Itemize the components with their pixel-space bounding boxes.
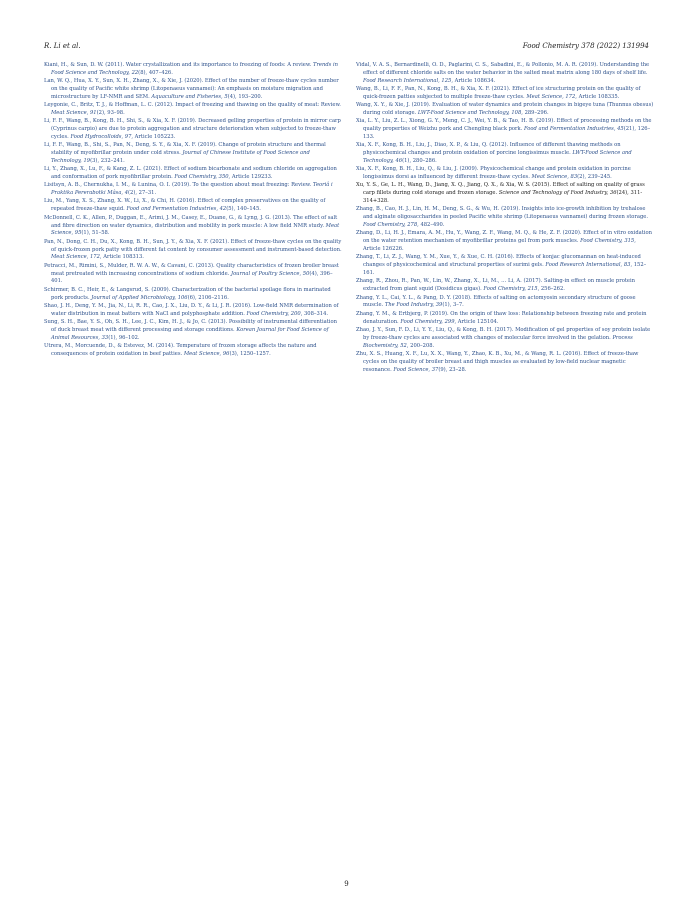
reference-source: Food and Fermentation Industries, 42 (126, 206, 227, 213)
reference-pages: (2), 93–98. (96, 110, 125, 117)
reference-entry[interactable] (44, 142, 342, 166)
reference-entry[interactable] (356, 206, 654, 230)
reference-entry[interactable] (44, 303, 342, 319)
reference-entry[interactable] (356, 254, 654, 278)
reference-source: Meat Science, 83 (531, 174, 578, 181)
reference-source: Food Chemistry, 215 (483, 286, 538, 293)
reference-source: Science and Technology of Food Industry, 36 (498, 190, 617, 197)
reference-source: Food Hydrocolloids, 97 (70, 134, 132, 141)
reference-entry[interactable] (356, 118, 654, 142)
reference-pages: , 482–490. (417, 222, 445, 229)
reference-source: Food Chemistry, 315 (580, 238, 635, 245)
reference-pages: , Article 125104. (454, 318, 499, 325)
reference-text: Zhang, Y. M., & Ertbjerg, P. (2019). On the origin of thaw loss: Relationship between freezing rate and protein denaturation. (356, 310, 647, 325)
reference-entry[interactable] (44, 102, 342, 118)
reference-entry[interactable] (356, 102, 654, 118)
reference-text: Utrera, M., Morcuende, D., & Estevez, M. (2014). Temperature of frozen storage affects the nature and consequences of protein oxidation in beef patties. (44, 342, 317, 357)
reference-entry[interactable] (44, 62, 342, 78)
reference-source: Food Chemistry, 278 (363, 222, 418, 229)
reference-text: Lan, W. Q., Hua, X. Y., Sun, X. H., Zhang, X., & Xie, J. (2020). Effect of the number of freeze-thaw cycles number on the quality of Pacific white shrimp (Litopenaeus vannamei): An emphasis on moisture migration and microstructure by LF-NMR and SEM. (44, 78, 339, 100)
reference-entry[interactable] (44, 78, 342, 102)
reference-source: Aquaculture and Fisheries, 5 (151, 93, 228, 100)
reference-entry[interactable] (356, 351, 654, 375)
reference-source: Food Chemistry, 350 (174, 174, 229, 181)
reference-text: Zhang, B., Cao, H. J., Lin, H. M., Deng, S. G., & Wu, H. (2019). Insights into ice-growth inhibition by trehalose and alginate oligosaccharides in peeled Pacific white shrimp (Litopenaeus vannamei) during frozen storage. (356, 206, 649, 221)
reference-source: Korean Journal for Food Science of Animal Resources, 33 (51, 326, 329, 341)
reference-entry[interactable] (356, 182, 654, 206)
reference-source: Journal of Chinese Institute of Food Science and Technology, 19 (51, 150, 310, 165)
reference-pages: (4), 396–401. (51, 270, 333, 285)
reference-text: Zhao, J. Y., Sun, F. D., Li, Y. Y., Liu, Q., & Kong, B. H. (2017). Modification of gel properties of soy protein isolate by freeze-thaw cycles are associated with changes of molecular force involved in the gelation. (356, 326, 651, 341)
reference-text: Lisitsyn, A. B., Chernukha, I. M., & Lunina, O. I. (2019). To the question about meat freezing: Review. (44, 182, 312, 189)
page-number: 9 (344, 880, 349, 888)
running-head-authors: R. Li et al. (44, 42, 81, 50)
reference-text: Li, F. F., Wang, B., Shi, S., Pan, N., Deng, S. Y., & Xia, X. F. (2019). Change of protein structure and thermal stability of myofibrillar protein under cold stress. (44, 142, 326, 157)
reference-text: Liu, M., Yang, X. S., Zhang, X. W., Li, X., & Chi, H. (2016). Effect of complex preservatives on the quality of repeated freeze-thaw squid. (44, 198, 326, 213)
reference-pages: (2), 239–245. (577, 174, 612, 181)
reference-text: Schirmer, B. C., Heir, E., & Langsrud, S. (2009). Characterization of the bacterial spoilage flora in marinated pork products. (44, 286, 331, 301)
reference-entry[interactable] (44, 287, 342, 303)
reference-source: Food Science, 37 (393, 366, 439, 373)
reference-pages: (2), 27–31. (128, 190, 157, 197)
reference-source: Meat Science, 172 (51, 254, 100, 261)
references-right-column (356, 62, 654, 375)
reference-text: Li, Y., Zhang, X., Lu, F., & Kang, Z. L. (2021). Effect of sodium bicarbonate and sodium chloride on aggregation and conformation of pork myofibrillar protein. (44, 166, 337, 181)
reference-entry[interactable] (44, 198, 342, 214)
reference-pages: (3), 1250–1257. (229, 350, 271, 357)
reference-pages: (1), 280–286. (402, 158, 437, 165)
reference-entry[interactable] (356, 86, 654, 102)
reference-text: Xu, Y. S., Ge, L. H., Wang, D., Jiang, X. Q., Jiang, Q. X., & Xia, W. S. (2015). Effect of salting on quality of grass carp fillets during cold storage and frozen storage. (356, 182, 645, 197)
reference-pages: , Article 105223. (131, 134, 176, 141)
reference-text: Xia, X. F., Kong, B. H., Liu, J., Diao, X. P., & Liu, Q. (2012). Influence of different thawing methods on physicochemical changes and protein oxidation of porcine longissimus muscle. (356, 142, 621, 157)
reference-text: Kiani, H., & Sun, D. W. (2011). Water crystallization and its importance to freezing of foods: A review. (44, 62, 312, 68)
reference-pages: (6), 2106–2116. (187, 294, 229, 301)
reference-source: Journal of Applied Microbiology, 106 (91, 294, 188, 301)
reference-source: Journal of Poultry Science, 50 (230, 270, 310, 277)
reference-pages: (1), 51–58. (81, 230, 110, 237)
reference-entry[interactable] (44, 319, 342, 343)
reference-pages: , Article 129233. (228, 174, 273, 181)
reference-text: Petracci, M., Rimini, S., Mulder, R. W. A. W., & Cavani, C. (2013). Quality characteristics of frozen broiler breast meat pretreated with increasing concentrations of sodium chloride. (44, 262, 339, 277)
reference-text: Vidal, V. A. S., Bernardinelli, O. D., Paglarini, C. S., Sabadini, E., & Pollonio, M. A. R. (2019). Understanding the effect of different chloride salts on the water behavior in the salted meat matrix along 180 days of shelf life. (356, 62, 650, 76)
reference-text: Sung, S. H., Bae, Y. S., Oh, S. H., Lee, J. C., Kim, H. J., & Jo, C. (2013). Possibility of instrumental differentiation of duck breast meat with different processing and storage conditions. (44, 318, 337, 333)
reference-text: Li, F. F., Wang, B., Kong, B. H., Shi, S., & Xia, X. F. (2019). Decreased gelling properties of protein in mirror carp (Cyprinus carpio) are due to protein aggregation and structure deterioration when subjected to freeze-thaw cycles. (44, 118, 341, 141)
reference-pages: (21), 126–133. (363, 126, 651, 141)
reference-entry[interactable] (44, 166, 342, 182)
references-left-column (44, 62, 342, 359)
reference-entry[interactable] (44, 263, 342, 287)
reference-pages: , 152–161. (363, 262, 647, 277)
reference-text: Zhang, T., Li, Z. J., Wang, Y. M., Xue, Y., & Xue, C. H. (2016). Effects of konjac glucomannan on heat-induced changes of physicochemical and structural properties of surimi gels. (356, 254, 641, 269)
reference-source: Trends in Food Science and Technology, 22 (51, 62, 338, 76)
reference-source: Food Chemistry, 200 (246, 310, 301, 317)
reference-entry[interactable] (44, 182, 342, 198)
reference-pages: (9), 23–28. (438, 366, 467, 373)
reference-pages: (8), 407–426. (138, 69, 173, 76)
reference-pages: , 200–208. (406, 342, 435, 349)
reference-text: Zhang, R., Zhou, R., Pan, W., Lin, W., Zhang, X., Li, M., … Li, A. (2017). Salting-in effect on muscle protein extracted from giant squid (Dosidicus gigas). (356, 278, 635, 293)
reference-entry[interactable] (44, 239, 342, 263)
reference-pages: , 289–296. (521, 110, 549, 117)
reference-source: LWT-Food Science and Technology, 108 (417, 110, 522, 117)
reference-entry[interactable] (356, 230, 654, 254)
reference-source: Process Biochemistry, 52 (363, 334, 633, 349)
reference-entry[interactable] (356, 142, 654, 166)
reference-text: Pan, N., Dong, C. H., Du, X., Kong, B. H., Sun, J. Y., & Xia, X. F. (2021). Effect of freeze-thaw cycles on the quality of quick-frozen pork patty with different fat content by consumer assessment and instrument-based detection. (44, 238, 342, 253)
reference-source: Food and Fermentation Industries, 45 (523, 126, 624, 133)
reference-entry[interactable] (356, 327, 654, 351)
reference-source: Food Chemistry, 299 (400, 318, 455, 325)
reference-entry[interactable] (356, 62, 654, 86)
reference-pages: (1), 96–102. (108, 334, 140, 341)
reference-source: Meat Science, 172 (526, 93, 576, 100)
reference-source: Meat Science, 96 (183, 350, 230, 357)
reference-pages: (3), 232–241. (90, 158, 125, 165)
reference-source: Food Research International, 125 (363, 77, 452, 84)
reference-text: Leygonie, C., Britz, T. J., & Hoffman, L. C. (2012). Impact of freezing and thawing on the quality of meat: Review. (44, 102, 341, 109)
reference-entry[interactable] (44, 343, 342, 359)
reference-text: Zhang, Y. L., Cai, Y. L., & Pang, D. Y. (2018). Effects of salting on actomyosin secondary structure of goose muscle. (356, 294, 636, 309)
reference-pages: , Article 126226. (363, 238, 636, 253)
reference-source: Meat Science, 91 (51, 110, 97, 117)
reference-text: McDonnell, C. K., Allen, P., Duggan, E., Arimi, J. M., Casey, E., Duane, G., & Lyng, J. G. (2013). The effect of salt and fibre direction on water dynamics, distribution and mobility in pork muscle: A low field NMR study. (44, 214, 338, 229)
reference-pages: (4), 193–200. (227, 93, 263, 100)
reference-entry[interactable] (356, 166, 654, 182)
reference-text: Xia, L. Y., Liu, Z. L., Xiong, G. Y., Meng, C. J., Wei, Y. B., & Tao, H. B. (2019). Effect of processing methods on the quality properties of Weizhu pork and Chengling black pork. (356, 118, 652, 133)
reference-pages: , 256–262. (537, 286, 565, 293)
reference-source: Food Research International, 83 (545, 262, 631, 269)
reference-pages: (24), 311-314+328. (363, 190, 643, 205)
reference-pages: , Article 108313. (99, 254, 144, 261)
running-head-journal: Food Chemistry 378 (2022) 131994 (522, 42, 649, 50)
reference-source: Teoriâ i Praktika Pererabotki Mâsa, 4 (51, 182, 333, 197)
reference-entry[interactable] (356, 295, 654, 311)
reference-entry[interactable] (356, 311, 654, 327)
reference-pages: , 308–314. (300, 310, 329, 317)
reference-text: Zhu, X. S., Huang, X. F., Lu, X. X., Wang, Y., Zhao, K. B., Xu, M., & Wang, R. L. (2016). Effect of freeze-thaw cycles on the quality of broiler breast and thigh muscles as evaluated by low-field nuclear magnetic resonance. (356, 350, 639, 373)
reference-text: Shao, J. H., Deng, Y. M., Jia, N., Li, R. R., Cao, J. X., Liu, D. Y., & Li, J. R. (2016). Low-field NMR determination of water distribution in meat batters with NaCl and polyphosphate addition. (44, 302, 339, 317)
reference-pages: (1), 3–7. (442, 302, 464, 309)
reference-pages: , Article 108335. (575, 93, 620, 100)
reference-pages: (5), 140–145. (226, 206, 261, 213)
reference-source: LWT-Food Science and Technology, 46 (363, 150, 632, 165)
reference-entry[interactable] (356, 278, 654, 294)
reference-source: Meat Science, 95 (51, 222, 340, 237)
reference-text: Wang, B., Li, F. F., Pan, N., Kong, B. H., & Xia, X. F. (2021). Effect of ice structuring protein on the quality of quick-frozen patties subjected to multiple freeze-thaw cycles. (356, 86, 641, 100)
reference-text: Zhang, D., Li, H. J., Emara, A. M., Hu, Y., Wang, Z. F., Wang, M. Q., & He, Z. F. (2020). Effect of in vitro oxidation on the water retention mechanism of myofibrillar proteins gel from pork muscles. (356, 230, 652, 245)
reference-entry[interactable] (44, 118, 342, 142)
reference-pages: , Article 108634. (451, 77, 496, 84)
reference-text: Wang, X. Y., & Xie, J. (2019). Evaluation of water dynamics and protein changes in bigeye tuna (Thunnus obesus) during cold storage. (356, 102, 654, 117)
reference-text: Xia, X. F., Kong, B. H., Liu, Q., & Liu, J. (2009). Physicochemical change and protein oxidation in porcine longissimus dorsi as influenced by different freeze-thaw cycles. (356, 166, 631, 181)
reference-entry[interactable] (44, 215, 342, 239)
reference-source: The Food Industry, 39 (384, 302, 443, 309)
